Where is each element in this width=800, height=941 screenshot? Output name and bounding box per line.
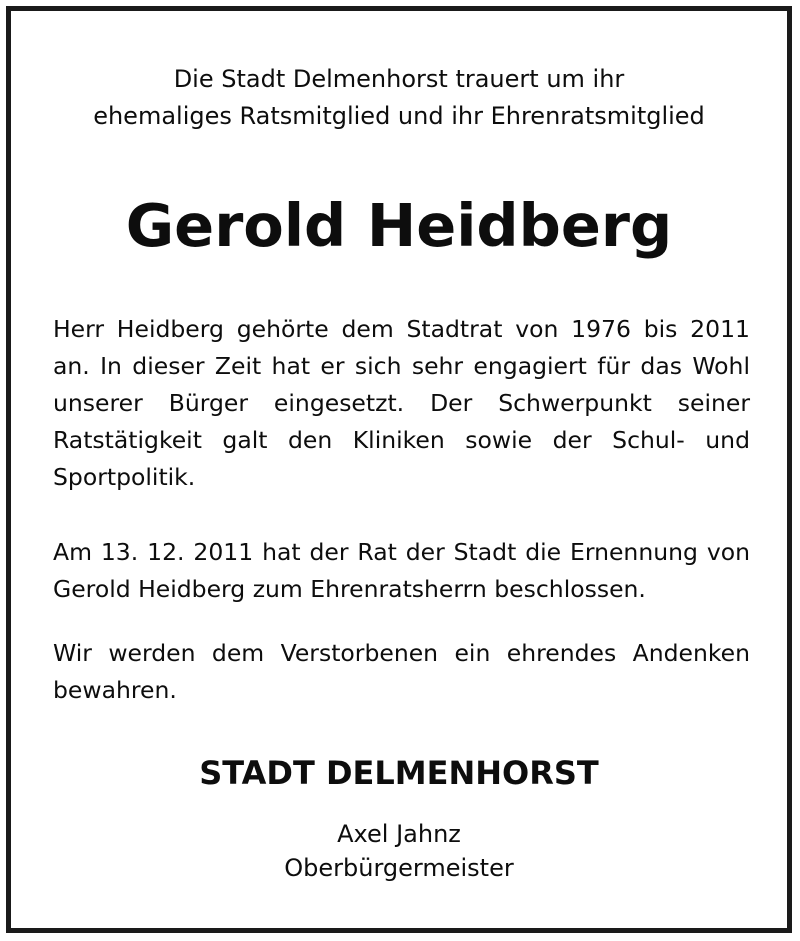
notice-intro [11,61,787,135]
biography-paragraph: Herr Heidberg gehörte dem Stadtrat von 1976 bis 2011 an. In dieser Zeit hat er sich sehr engagiert für das Wohl unserer Bürger eingesetzt. Der Schwerpunkt seiner Ratstätigkeit galt den Kliniken sowie der Schul- und Sportpolitik. [53,315,750,491]
signature-name: Axel Jahnz [337,820,461,848]
signature-organization: STADT DELMENHORST [199,754,599,792]
obituary-notice [6,6,792,933]
intro-line: Die Stadt Delmenhorst trauert um ihr [173,65,625,93]
honor-paragraph: Am 13. 12. 2011 hat der Rat der Stadt die Ernennung von Gerold Heidberg zum Ehrenratsherrn beschlossen. [53,538,750,603]
intro-line: ehemaliges Ratsmitglied und ihr Ehrenratsmitglied [93,102,705,130]
remembrance-paragraph: Wir werden dem Verstorbenen ein ehrendes Andenken bewahren. [53,639,750,704]
signature-title: Oberbürgermeister [284,854,514,882]
deceased-name: Gerold Heidberg [125,191,673,260]
